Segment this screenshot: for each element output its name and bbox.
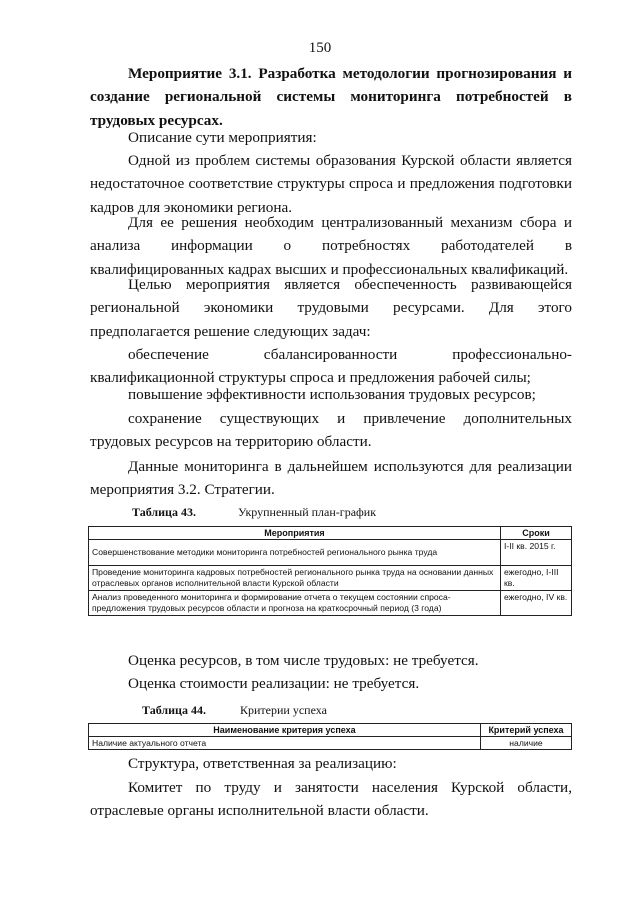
table44-caption — [142, 703, 327, 718]
paragraph-problem: Одной из проблем системы образования Курской области является недостаточное соответствие структуры спроса и предложения подготовки кадров для экономики региона. — [90, 152, 572, 216]
criterion-value-cell: наличие — [481, 737, 572, 750]
table-row — [89, 540, 572, 566]
event-cell: Проведение мониторинга кадровых потребностей регионального рынка труда на основании данных отраслевых органов исполнительной власти Курской области — [89, 566, 501, 591]
col-header-criterion-name: Наименование критерия успеха — [89, 724, 481, 737]
event-cell: Анализ проведенного мониторинга и формирование отчета о текущем состоянии спроса-предложения трудовых ресурсов области и прогноза на краткосрочный период (3 года) — [89, 591, 501, 616]
term-cell: I-II кв. 2015 г. — [501, 540, 572, 566]
task-retention: сохранение существующих и привлечение дополнительных трудовых ресурсов на территорию области. — [90, 410, 572, 451]
section-heading: Мероприятие 3.1. Разработка методологии прогнозирования и создание региональной системы мониторинга потребностей в трудовых ресурсах. — [90, 65, 572, 129]
page-number: 150 — [308, 40, 332, 56]
event-cell: Совершенствование методики мониторинга потребностей регионального рынка труда — [89, 540, 501, 566]
table-header-row — [89, 724, 572, 737]
table-row — [89, 566, 572, 591]
col-header-terms: Сроки — [501, 527, 572, 540]
paragraph-intro: Описание сути мероприятия: — [128, 129, 317, 146]
col-header-criterion: Критерий успеха — [481, 724, 572, 737]
criterion-name-cell: Наличие актуального отчета — [89, 737, 481, 750]
term-cell: ежегодно, I-III кв. — [501, 566, 572, 591]
resources-assessment: Оценка ресурсов, в том числе трудовых: не требуется. — [128, 652, 479, 669]
table43-caption — [132, 505, 376, 520]
col-header-events: Мероприятия — [89, 527, 501, 540]
table44-title: Критерии успеха — [240, 703, 327, 717]
task-balance: обеспечение сбалансированности профессионально-квалификационной структуры спроса и предложения рабочей силы; — [90, 346, 572, 387]
paragraph-monitoring: Данные мониторинга в дальнейшем используются для реализации мероприятия 3.2. Стратегии. — [90, 458, 572, 499]
table-row — [89, 737, 572, 750]
cost-assessment: Оценка стоимости реализации: не требуется. — [128, 675, 420, 692]
responsible-text: Комитет по труду и занятости населения Курской области, отраслевые органы исполнительной власти области. — [90, 779, 572, 820]
success-criteria-table — [88, 723, 572, 750]
table43-label: Таблица 43. — [132, 505, 196, 519]
table44-label: Таблица 44. — [142, 703, 206, 717]
term-cell: ежегодно, IV кв. — [501, 591, 572, 616]
responsible-label: Структура, ответственная за реализацию: — [128, 755, 397, 772]
paragraph-solution: Для ее решения необходим централизованный механизм сбора и анализа информации о потребностях работодателей в квалифицированных кадрах высших и профессиональных квалификаций. — [90, 214, 572, 278]
paragraph-goal: Целью мероприятия является обеспеченность развивающейся региональной экономики трудовыми ресурсами. Для этого предполагается решение следующих задач: — [90, 276, 572, 340]
table-row — [89, 591, 572, 616]
plan-schedule-table — [88, 526, 572, 616]
table43-title: Укрупненный план-график — [238, 505, 377, 519]
task-efficiency: повышение эффективности использования трудовых ресурсов; — [128, 386, 536, 403]
table-header-row — [89, 527, 572, 540]
